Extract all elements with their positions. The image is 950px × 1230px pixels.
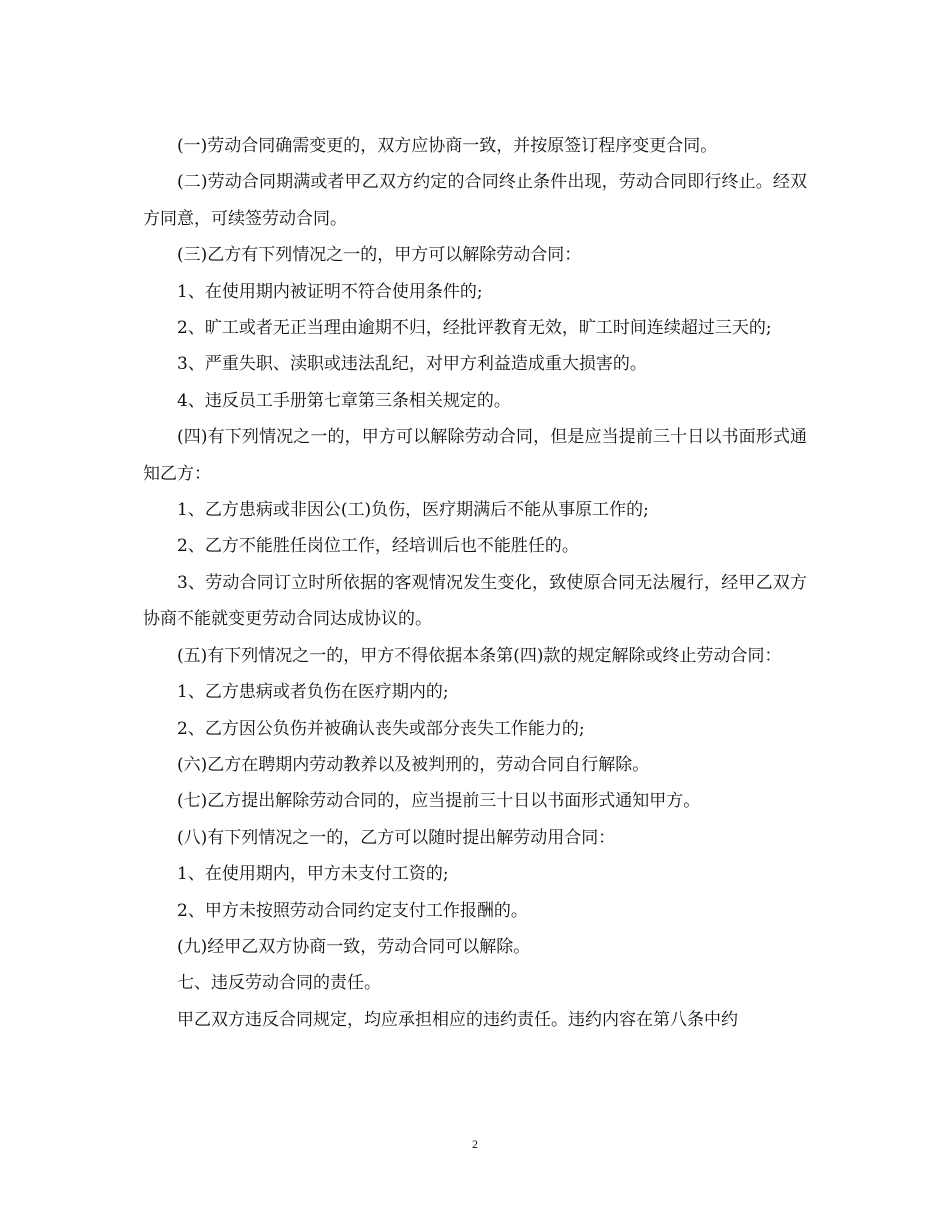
paragraph-12: (五)有下列情况之一的，甲方不得依据本条第(四)款的规定解除或终止劳动合同： <box>177 645 782 666</box>
paragraph-11: 3、劳动合同订立时所依据的客观情况发生变化，致使原合同无法履行，经甲乙双方协商不能就变更劳动合同达成协议的。 <box>143 572 807 630</box>
paragraph-2: (二)劳动合同期满或者甲乙双方约定的合同终止条件出现，劳动合同即行终止。经双方同意，可续签劳动合同。 <box>143 172 807 229</box>
paragraph-8: (四)有下列情况之一的，甲方可以解除劳动合同，但是应当提前三十日以书面形式通知乙方： <box>143 427 807 484</box>
paragraph-22: 甲乙双方违反合同规定，均应承担相应的违约责任。违约内容在第八条中约 <box>177 1009 738 1030</box>
paragraph-20: (九)经甲乙双方协商一致，劳动合同可以解除。 <box>177 936 531 957</box>
paragraph-9: 1、乙方患病或非因公(工)负伤，医疗期满后不能从事原工作的; <box>177 500 649 521</box>
paragraph-4: 1、在使用期内被证明不符合使用条件的; <box>177 281 483 302</box>
paragraph-7: 4、违反员工手册第七章第三条相关规定的。 <box>177 390 511 411</box>
paragraph-1: (一)劳动合同确需变更的，双方应协商一致，并按原签订程序变更合同。 <box>177 136 718 156</box>
paragraph-6: 3、严重失职、渎职或违法乱纪，对甲方利益造成重大损害的。 <box>177 354 647 375</box>
paragraph-3: (三)乙方有下列情况之一的，甲方可以解除劳动合同： <box>177 245 582 266</box>
page-number: 2 <box>472 1137 478 1151</box>
paragraph-10: 2、乙方不能胜任岗位工作，经培训后也不能胜任的。 <box>177 536 579 557</box>
paragraph-18: 1、在使用期内，甲方未支付工资的; <box>177 864 449 885</box>
paragraph-13: 1、乙方患病或者负伤在医疗期内的; <box>177 682 449 703</box>
paragraph-16: (七)乙方提出解除劳动合同的，应当提前三十日以书面形式通知甲方。 <box>177 791 701 812</box>
document-body <box>143 128 807 1038</box>
paragraph-5: 2、旷工或者无正当理由逾期不归，经批评教育无效，旷工时间连续超过三天的; <box>177 318 772 339</box>
paragraph-15: (六)乙方在聘期内劳动教养以及被判刑的，劳动合同自行解除。 <box>177 754 650 775</box>
paragraph-14: 2、乙方因公负伤并被确认丧失或部分丧失工作能力的; <box>177 718 585 739</box>
paragraph-17: (八)有下列情况之一的，乙方可以随时提出解劳动用合同： <box>177 827 616 848</box>
paragraph-19: 2、甲方未按照劳动合同约定支付工作报酬的。 <box>177 900 528 921</box>
paragraph-21: 七、违反劳动合同的责任。 <box>177 973 381 994</box>
